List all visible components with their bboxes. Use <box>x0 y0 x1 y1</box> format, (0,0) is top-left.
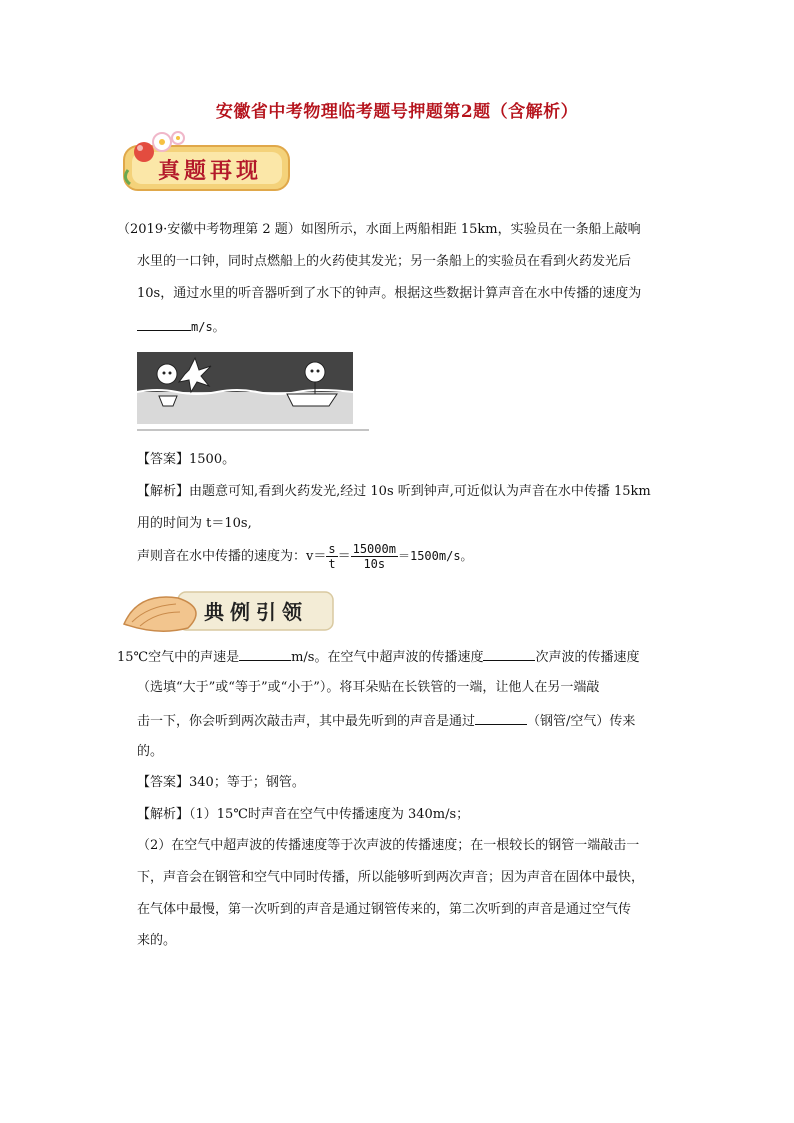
fraction-value: $\frac{15000m}{10s}$ <box>352 542 396 571</box>
analysis-2-line-2: （2）在空气中超声波的传播速度等于次声波的传播速度；在一根较长的钢管一端敲击一 <box>137 838 640 853</box>
question-1-line-3: 10s，通过水里的听音器听到了水下的钟声。根据这些数据计算声音在水中传播的速度为 <box>137 286 642 301</box>
fraction-s-over-t: $\frac{s}{t}$ <box>328 542 336 571</box>
question-2-line-4: 的。 <box>137 744 164 759</box>
document-title: 安徽省中考物理临考题号押题第2题（含解析） <box>215 102 579 122</box>
section-banner-example <box>118 584 338 636</box>
boats-figure-icon <box>137 352 369 432</box>
analysis-2-line-5: 来的。 <box>137 933 177 948</box>
two-boats-illustration <box>137 352 369 432</box>
question-1-line-1: （2019·安徽中考物理第 2 题）如图所示，水面上两船相距 15km，实验员在一条船上敲响 <box>117 222 641 237</box>
question-2-line-1: 15℃空气中的声速是 m/s。在空气中超声波的传播速度 次声波的传播速度 <box>117 646 640 668</box>
analysis-2-line-4: 在气体中最慢，第一次听到的声音是通过钢管传来的，第二次听到的声音是通过空气传 <box>137 902 632 917</box>
analysis-1-formula: 声则音在水中传播的速度为：v＝ $\frac{s}{t}$ ＝ $\frac{15000m}{10s}$ ＝1500m/s。 <box>137 542 473 571</box>
answer-2: 【答案】340；等于；钢管。 <box>137 775 305 790</box>
banner-label: 典例引领 <box>204 600 308 624</box>
blank-1 <box>239 646 291 661</box>
question-1-line-4: m/s。 <box>137 316 225 338</box>
analysis-1-line-2: 用的时间为 t＝10s, <box>137 516 252 531</box>
blank-2 <box>483 646 535 661</box>
analysis-2-line-1: 【解析】（1）15℃时声音在空气中传播速度为 340m/s； <box>137 807 470 822</box>
answer-blank <box>137 316 191 331</box>
analysis-1-line-1: 【解析】由题意可知,看到火药发光,经过 10s 听到钟声,可近似认为声音在水中传播 15km <box>137 484 651 499</box>
blank-3 <box>475 710 527 725</box>
question-1-line-2: 水里的一口钟，同时点燃船上的火药使其发光；另一条船上的实验员在看到火药发光后 <box>137 254 632 269</box>
question-2-line-2: （选填“大于”或“等于”或“小于”）。将耳朵贴在长铁管的一端，让他人在另一端敲 <box>137 680 600 695</box>
banner-label: 真题再现 <box>158 158 263 184</box>
section-banner-real-exam <box>118 128 293 198</box>
answer-1: 【答案】1500。 <box>137 452 236 467</box>
question-2-line-3: 击一下，你会听到两次敲击声，其中最先听到的声音是通过 （钢管/空气）传来 <box>137 710 635 732</box>
analysis-2-line-3: 下，声音会在钢管和空气中同时传播，所以能够听到两次声音；因为声音在固体中最快， <box>137 870 645 885</box>
